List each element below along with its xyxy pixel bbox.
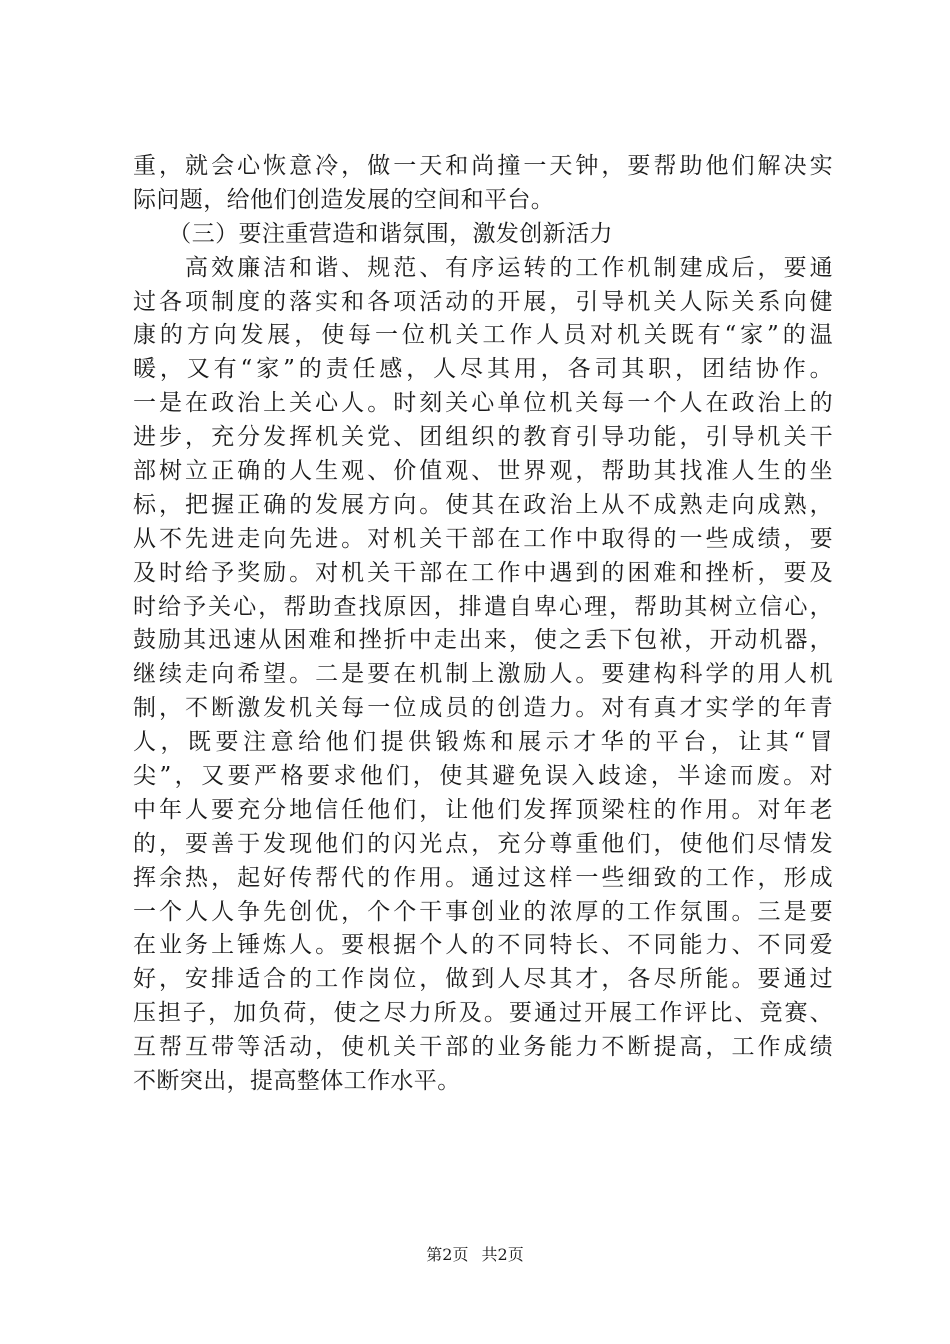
text-line: 标，把握正确的发展方向。使其在政治上从不成熟走向成熟， [133, 491, 833, 518]
text-line: 的，要善于发现他们的闪光点，充分尊重他们，使他们尽情发 [133, 830, 833, 857]
text-line: 在业务上锤炼人。要根据个人的不同特长、不同能力、不同爱 [133, 932, 833, 959]
text-line: 时给予关心，帮助查找原因，排遣自卑心理，帮助其树立信心， [133, 593, 833, 620]
text-line: 不断突出，提高整体工作水平。 [133, 1068, 461, 1095]
body-text [133, 150, 833, 1099]
text-line: 暖，又有“家”的责任感，人尽其用，各司其职，团结协作。 [133, 356, 833, 383]
text-line: 一是在政治上关心人。时刻关心单位机关每一个人在政治上的 [133, 390, 833, 417]
text-line: 进步，充分发挥机关党、团组织的教育引导功能，引导机关干 [133, 424, 833, 451]
page-footer [0, 1245, 950, 1265]
text-line: 挥余热，起好传帮代的作用。通过这样一些细致的工作，形成 [133, 864, 833, 891]
text-line: 鼓励其迅速从困难和挫折中走出来，使之丢下包袱，开动机器， [133, 627, 833, 654]
text-line: 继续走向希望。二是要在机制上激励人。要建构科学的用人机 [133, 661, 833, 688]
text-line: 及时给予奖励。对机关干部在工作中遇到的困难和挫析，要及 [133, 559, 833, 586]
text-line: 压担子，加负荷，使之尽力所及。要通过开展工作评比、竞赛、 [133, 1000, 833, 1027]
text-line: 重，就会心恢意冷，做一天和尚撞一天钟，要帮助他们解决实 [133, 153, 833, 179]
text-line: 人，既要注意给他们提供锻炼和展示才华的平台，让其“冒 [133, 729, 833, 756]
text-line: 好，安排适合的工作岗位，做到人尽其才，各尽所能。要通过 [133, 966, 833, 993]
text-line: 部树立正确的人生观、价值观、世界观，帮助其找准人生的坐 [133, 458, 833, 485]
text-line: 互帮互带等活动，使机关干部的业务能力不断提高，工作成绩 [133, 1034, 833, 1061]
text-line: 中年人要充分地信任他们，让他们发挥顶梁柱的作用。对年老 [133, 796, 833, 823]
text-line: 过各项制度的落实和各项活动的开展，引导机关人际关系向健 [133, 288, 833, 315]
text-line: 从不先进走向先进。对机关干部在工作中取得的一些成绩，要 [133, 525, 833, 552]
text-line: 高效廉洁和谐、规范、有序运转的工作机制建成后，要通 [133, 254, 833, 281]
text-line: 尖”，又要严格要求他们，使其避免误入歧途，半途而废。对 [133, 763, 833, 790]
text-line: 制，不断激发机关每一位成员的创造力。对有真才实学的年青 [133, 695, 833, 722]
text-line: 康的方向发展，使每一位机关工作人员对机关既有“家”的温 [133, 322, 833, 349]
text-line: 一个人人争先创优，个个干事创业的浓厚的工作氛围。三是要 [133, 898, 833, 925]
section-heading: （三）要注重营造和谐氛围，激发创新活力 [133, 220, 613, 247]
page-total: 共2页 [481, 1245, 524, 1264]
text-line: 际问题，给他们创造发展的空间和平台。 [133, 186, 555, 213]
page-number: 第2页 [426, 1245, 469, 1264]
